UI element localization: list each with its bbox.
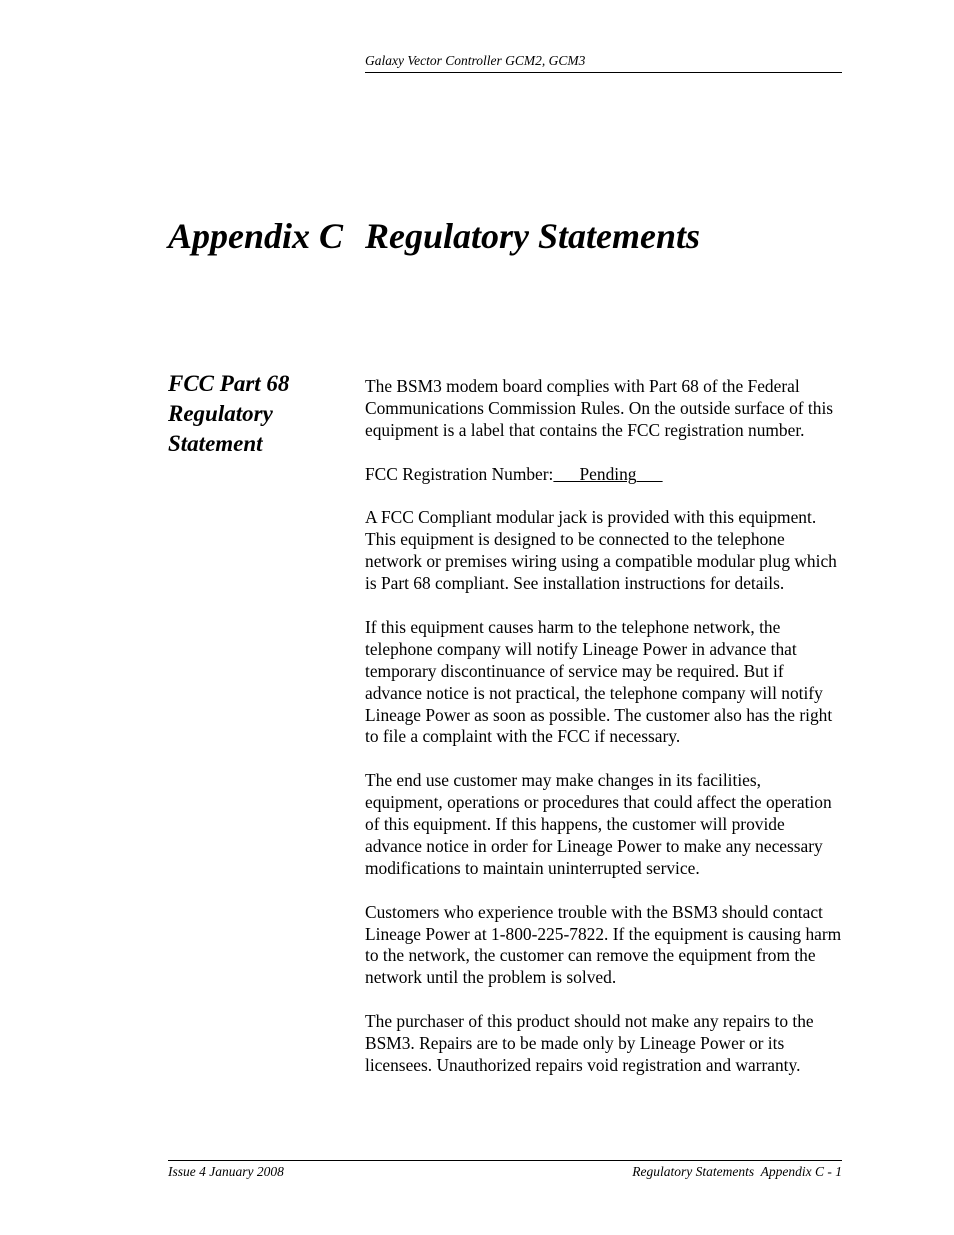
- section-body: [365, 376, 843, 1099]
- paragraph-compliance: The BSM3 modem board complies with Part 68 of the Federal Communications Commission Rules. On the outside surface of this equipment is a label that contains the FCC registration number.: [365, 376, 834, 440]
- registration-line: [365, 464, 843, 486]
- registration-label: FCC Registration Number:: [365, 463, 554, 484]
- paragraph-customer-changes: The end use customer may make changes in its facilities, equipment, operations or procedures that could affect the operation of this equipment. If this happens, the customer will provide advance notice in order for Lineage Power to make any necessary modifications to maintain uninterrupted service.: [365, 770, 832, 878]
- chapter-title: Regulatory Statements: [365, 216, 701, 256]
- paragraph-trouble-contact: Customers who experience trouble with the BSM3 should contact Lineage Power at 1-800-225-7822. If the equipment is causing harm to the network, the customer can remove the equipment from the network until the problem is solved.: [365, 901, 842, 988]
- section-heading: FCC Part 68 Regulatory Statement: [168, 371, 290, 456]
- registration-value: Pending: [579, 463, 637, 484]
- paragraph-network-harm: If this equipment causes harm to the telephone network, the telephone company will notify Lineage Power in advance that temporary discontinuance of service may be required. But if advance notice is not practical, the telephone company will notify Lineage Power as soon as possible. The customer also has the right to file a complaint with the FCC if necessary.: [365, 616, 833, 747]
- running-footer: [168, 1160, 842, 1181]
- running-header: Galaxy Vector Controller GCM2, GCM3: [365, 52, 842, 73]
- paragraph-repairs: The purchaser of this product should not make any repairs to the BSM3. Repairs are to be made only by Lineage Power or its licensees. Unauthorized repairs void registration and warranty.: [365, 1011, 814, 1075]
- footer-page-reference: Regulatory Statements Appendix C - 1: [632, 1164, 842, 1179]
- chapter-label: Appendix C: [168, 216, 344, 256]
- paragraph-modular-jack: A FCC Compliant modular jack is provided with this equipment. This equipment is designed to be connected to the telephone network or premises wiring using a compatible modular plug which is Part 68 compliant. See installation instructions for details.: [365, 507, 837, 594]
- footer-issue-date: Issue 4 January 2008: [168, 1164, 284, 1179]
